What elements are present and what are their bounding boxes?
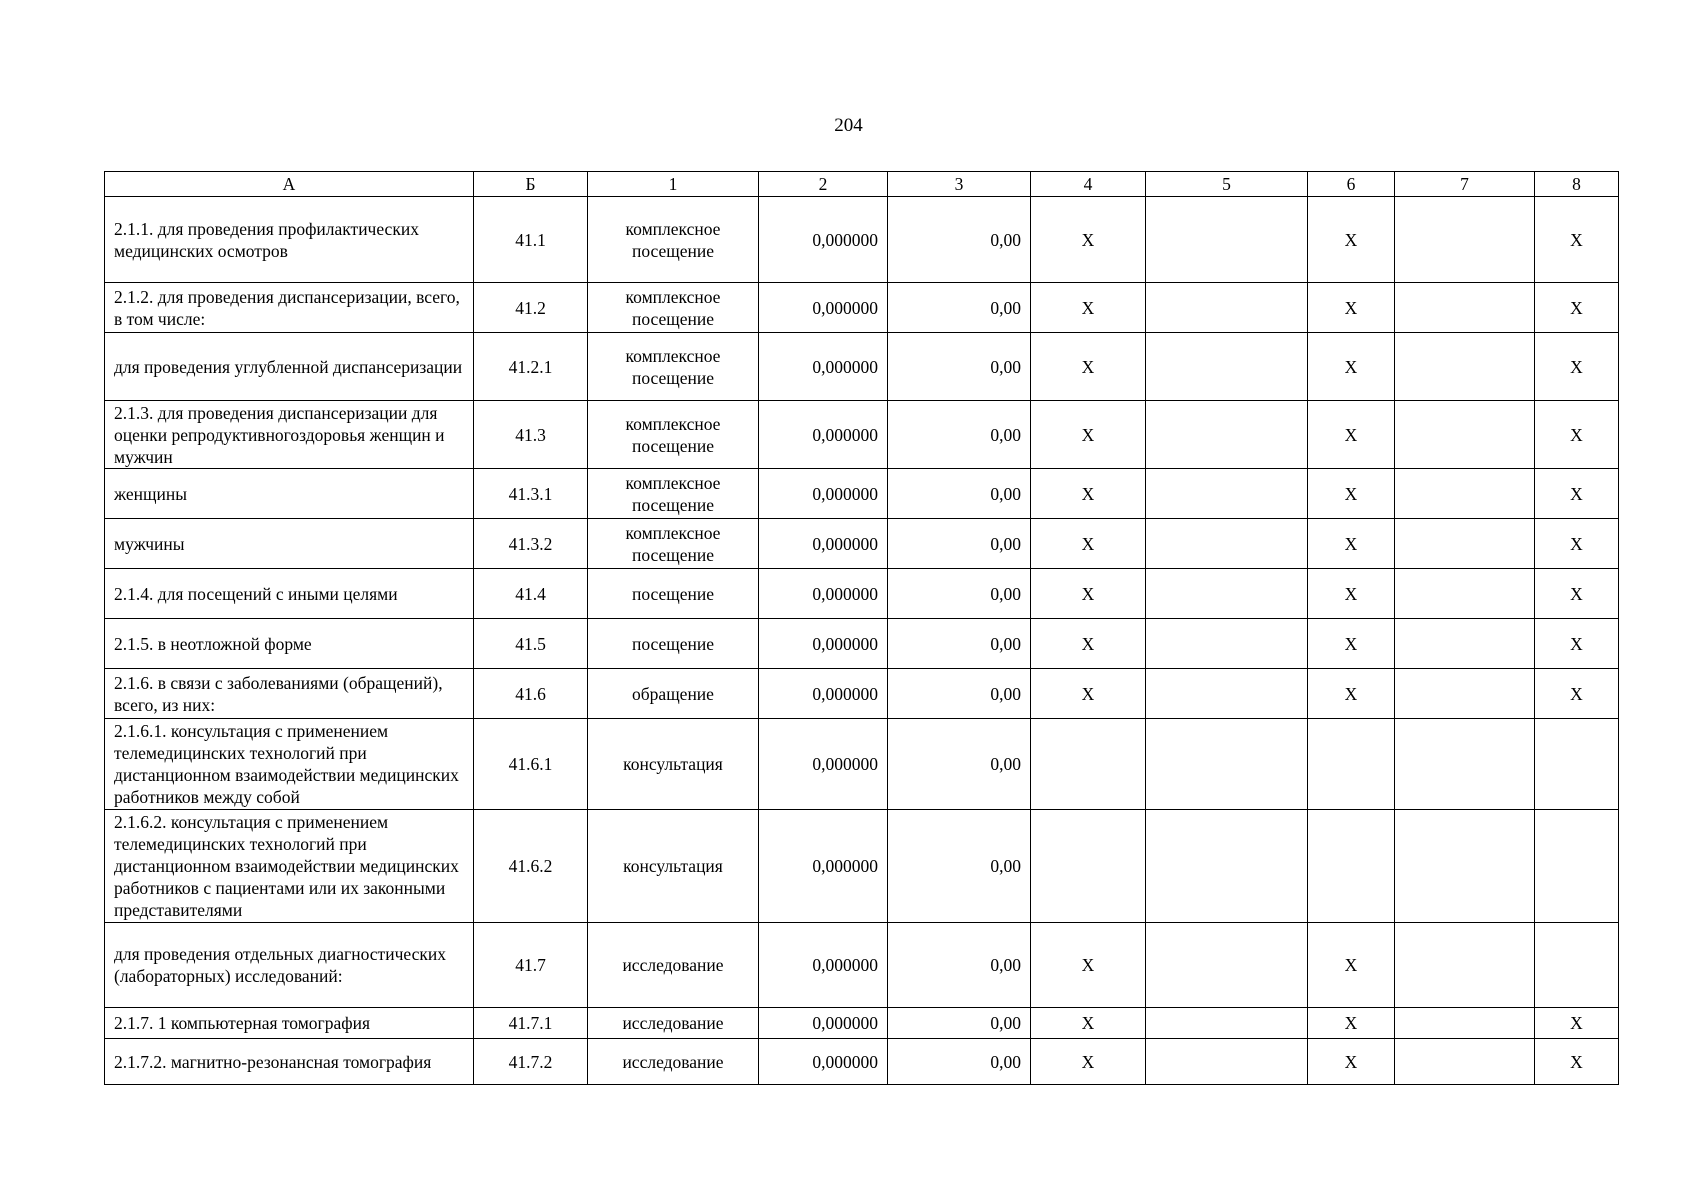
row-unit: исследование bbox=[588, 1039, 759, 1085]
row-col-4: X bbox=[1031, 401, 1146, 469]
table-row bbox=[105, 333, 1619, 401]
table-row bbox=[105, 469, 1619, 519]
row-col-6: X bbox=[1308, 619, 1395, 669]
header-row bbox=[105, 172, 1619, 197]
row-unit: комплексное посещение bbox=[588, 401, 759, 469]
row-unit: исследование bbox=[588, 1008, 759, 1039]
header-col-a: А bbox=[105, 172, 474, 197]
row-col-5 bbox=[1146, 519, 1308, 569]
row-col-6: X bbox=[1308, 333, 1395, 401]
row-label: 2.1.1. для проведения профилактических медицинских осмотров bbox=[105, 197, 474, 283]
row-col-8 bbox=[1535, 810, 1619, 923]
row-code: 41.5 bbox=[474, 619, 588, 669]
row-col-5 bbox=[1146, 569, 1308, 619]
row-value-2: 0,000000 bbox=[759, 1039, 888, 1085]
row-col-6: X bbox=[1308, 401, 1395, 469]
table-row bbox=[105, 719, 1619, 810]
row-col-7 bbox=[1395, 197, 1535, 283]
row-label: для проведения отдельных диагностических (лабораторных) исследований: bbox=[105, 923, 474, 1008]
row-col-8: X bbox=[1535, 283, 1619, 333]
row-label: для проведения углубленной диспансеризации bbox=[105, 333, 474, 401]
row-unit: комплексное посещение bbox=[588, 519, 759, 569]
row-col-5 bbox=[1146, 197, 1308, 283]
header-col-6: 6 bbox=[1308, 172, 1395, 197]
row-col-5 bbox=[1146, 719, 1308, 810]
row-value-3: 0,00 bbox=[888, 669, 1031, 719]
table-row bbox=[105, 569, 1619, 619]
row-col-8: X bbox=[1535, 333, 1619, 401]
row-col-4: X bbox=[1031, 619, 1146, 669]
table-row bbox=[105, 1008, 1619, 1039]
header-col-b: Б bbox=[474, 172, 588, 197]
row-label: 2.1.6.1. консультация с применением телемедицинских технологий при дистанционном взаимодействии медицинских работников между собой bbox=[105, 719, 474, 810]
row-value-3: 0,00 bbox=[888, 283, 1031, 333]
row-label: 2.1.5. в неотложной форме bbox=[105, 619, 474, 669]
row-code: 41.6.1 bbox=[474, 719, 588, 810]
row-code: 41.4 bbox=[474, 569, 588, 619]
row-col-7 bbox=[1395, 569, 1535, 619]
data-table bbox=[104, 171, 1619, 1085]
row-col-4: X bbox=[1031, 923, 1146, 1008]
row-unit: консультация bbox=[588, 810, 759, 923]
row-col-5 bbox=[1146, 469, 1308, 519]
row-unit: комплексное посещение bbox=[588, 333, 759, 401]
row-label: мужчины bbox=[105, 519, 474, 569]
row-col-8: X bbox=[1535, 1039, 1619, 1085]
table-row bbox=[105, 283, 1619, 333]
header-col-8: 8 bbox=[1535, 172, 1619, 197]
row-col-6: X bbox=[1308, 519, 1395, 569]
row-col-5 bbox=[1146, 1039, 1308, 1085]
row-col-8: X bbox=[1535, 401, 1619, 469]
row-value-3: 0,00 bbox=[888, 569, 1031, 619]
row-col-8: X bbox=[1535, 469, 1619, 519]
row-label: женщины bbox=[105, 469, 474, 519]
row-col-8: X bbox=[1535, 519, 1619, 569]
row-col-7 bbox=[1395, 519, 1535, 569]
row-unit: обращение bbox=[588, 669, 759, 719]
row-col-7 bbox=[1395, 669, 1535, 719]
header-col-5: 5 bbox=[1146, 172, 1308, 197]
row-col-5 bbox=[1146, 1008, 1308, 1039]
row-col-5 bbox=[1146, 923, 1308, 1008]
row-col-4 bbox=[1031, 810, 1146, 923]
row-col-5 bbox=[1146, 810, 1308, 923]
row-col-6: X bbox=[1308, 923, 1395, 1008]
row-col-6: X bbox=[1308, 569, 1395, 619]
row-code: 41.6.2 bbox=[474, 810, 588, 923]
row-col-7 bbox=[1395, 469, 1535, 519]
row-value-2: 0,000000 bbox=[759, 923, 888, 1008]
row-code: 41.3.2 bbox=[474, 519, 588, 569]
row-col-6: X bbox=[1308, 1039, 1395, 1085]
row-unit: исследование bbox=[588, 923, 759, 1008]
row-value-3: 0,00 bbox=[888, 1008, 1031, 1039]
row-unit: посещение bbox=[588, 569, 759, 619]
row-value-3: 0,00 bbox=[888, 810, 1031, 923]
table-row bbox=[105, 669, 1619, 719]
row-col-6: X bbox=[1308, 283, 1395, 333]
row-value-2: 0,000000 bbox=[759, 519, 888, 569]
row-value-2: 0,000000 bbox=[759, 569, 888, 619]
row-unit: комплексное посещение bbox=[588, 197, 759, 283]
header-col-2: 2 bbox=[759, 172, 888, 197]
row-value-3: 0,00 bbox=[888, 923, 1031, 1008]
row-value-2: 0,000000 bbox=[759, 619, 888, 669]
row-col-7 bbox=[1395, 401, 1535, 469]
row-col-8: X bbox=[1535, 569, 1619, 619]
row-value-2: 0,000000 bbox=[759, 469, 888, 519]
row-code: 41.6 bbox=[474, 669, 588, 719]
row-value-3: 0,00 bbox=[888, 519, 1031, 569]
row-value-2: 0,000000 bbox=[759, 401, 888, 469]
header-col-4: 4 bbox=[1031, 172, 1146, 197]
table-row bbox=[105, 619, 1619, 669]
row-col-7 bbox=[1395, 619, 1535, 669]
row-value-2: 0,000000 bbox=[759, 1008, 888, 1039]
row-col-5 bbox=[1146, 283, 1308, 333]
table-row bbox=[105, 923, 1619, 1008]
table-row bbox=[105, 810, 1619, 923]
header-col-3: 3 bbox=[888, 172, 1031, 197]
row-col-4: X bbox=[1031, 519, 1146, 569]
row-col-4: X bbox=[1031, 569, 1146, 619]
table-row bbox=[105, 1039, 1619, 1085]
row-col-6: X bbox=[1308, 197, 1395, 283]
row-value-2: 0,000000 bbox=[759, 283, 888, 333]
row-value-2: 0,000000 bbox=[759, 197, 888, 283]
row-col-6 bbox=[1308, 719, 1395, 810]
row-col-7 bbox=[1395, 283, 1535, 333]
row-col-6: X bbox=[1308, 669, 1395, 719]
row-value-3: 0,00 bbox=[888, 333, 1031, 401]
row-value-3: 0,00 bbox=[888, 1039, 1031, 1085]
row-label: 2.1.4. для посещений с иными целями bbox=[105, 569, 474, 619]
row-unit: комплексное посещение bbox=[588, 469, 759, 519]
row-col-4: X bbox=[1031, 669, 1146, 719]
row-col-8: X bbox=[1535, 619, 1619, 669]
row-col-8: X bbox=[1535, 669, 1619, 719]
table-row bbox=[105, 519, 1619, 569]
row-code: 41.2 bbox=[474, 283, 588, 333]
row-code: 41.7 bbox=[474, 923, 588, 1008]
row-col-7 bbox=[1395, 333, 1535, 401]
row-unit: комплексное посещение bbox=[588, 283, 759, 333]
row-label: 2.1.6. в связи с заболеваниями (обращений), всего, из них: bbox=[105, 669, 474, 719]
row-col-8 bbox=[1535, 923, 1619, 1008]
row-col-7 bbox=[1395, 1008, 1535, 1039]
header-col-7: 7 bbox=[1395, 172, 1535, 197]
row-col-4 bbox=[1031, 719, 1146, 810]
row-col-6 bbox=[1308, 810, 1395, 923]
row-value-3: 0,00 bbox=[888, 719, 1031, 810]
row-col-8 bbox=[1535, 719, 1619, 810]
row-col-6: X bbox=[1308, 469, 1395, 519]
row-unit: консультация bbox=[588, 719, 759, 810]
row-label: 2.1.6.2. консультация с применением телемедицинских технологий при дистанционном взаимодействии медицинских работников с пациентами или их законными представителями bbox=[105, 810, 474, 923]
row-label: 2.1.7.2. магнитно-резонансная томография bbox=[105, 1039, 474, 1085]
row-col-4: X bbox=[1031, 469, 1146, 519]
page-number: 204 bbox=[834, 115, 863, 136]
row-label: 2.1.3. для проведения диспансеризации для оценки репродуктивногоздоровья женщин и мужчин bbox=[105, 401, 474, 469]
row-col-4: X bbox=[1031, 1008, 1146, 1039]
row-col-4: X bbox=[1031, 333, 1146, 401]
row-code: 41.3 bbox=[474, 401, 588, 469]
row-code: 41.3.1 bbox=[474, 469, 588, 519]
row-col-5 bbox=[1146, 401, 1308, 469]
row-col-4: X bbox=[1031, 283, 1146, 333]
row-col-6: X bbox=[1308, 1008, 1395, 1039]
row-value-2: 0,000000 bbox=[759, 719, 888, 810]
table-row bbox=[105, 197, 1619, 283]
row-col-8: X bbox=[1535, 197, 1619, 283]
row-value-3: 0,00 bbox=[888, 619, 1031, 669]
row-col-5 bbox=[1146, 333, 1308, 401]
table-row bbox=[105, 401, 1619, 469]
row-value-3: 0,00 bbox=[888, 469, 1031, 519]
row-col-4: X bbox=[1031, 1039, 1146, 1085]
row-col-8: X bbox=[1535, 1008, 1619, 1039]
row-col-4: X bbox=[1031, 197, 1146, 283]
row-code: 41.2.1 bbox=[474, 333, 588, 401]
row-value-2: 0,000000 bbox=[759, 333, 888, 401]
row-col-5 bbox=[1146, 669, 1308, 719]
row-col-7 bbox=[1395, 1039, 1535, 1085]
row-value-3: 0,00 bbox=[888, 197, 1031, 283]
table-body bbox=[105, 197, 1619, 1085]
row-code: 41.7.2 bbox=[474, 1039, 588, 1085]
row-col-7 bbox=[1395, 810, 1535, 923]
row-label: 2.1.7. 1 компьютерная томография bbox=[105, 1008, 474, 1039]
row-value-2: 0,000000 bbox=[759, 669, 888, 719]
row-unit: посещение bbox=[588, 619, 759, 669]
row-col-7 bbox=[1395, 719, 1535, 810]
row-value-3: 0,00 bbox=[888, 401, 1031, 469]
header-col-1: 1 bbox=[588, 172, 759, 197]
row-label: 2.1.2. для проведения диспансеризации, всего, в том числе: bbox=[105, 283, 474, 333]
row-code: 41.1 bbox=[474, 197, 588, 283]
row-col-7 bbox=[1395, 923, 1535, 1008]
row-value-2: 0,000000 bbox=[759, 810, 888, 923]
row-col-5 bbox=[1146, 619, 1308, 669]
row-code: 41.7.1 bbox=[474, 1008, 588, 1039]
